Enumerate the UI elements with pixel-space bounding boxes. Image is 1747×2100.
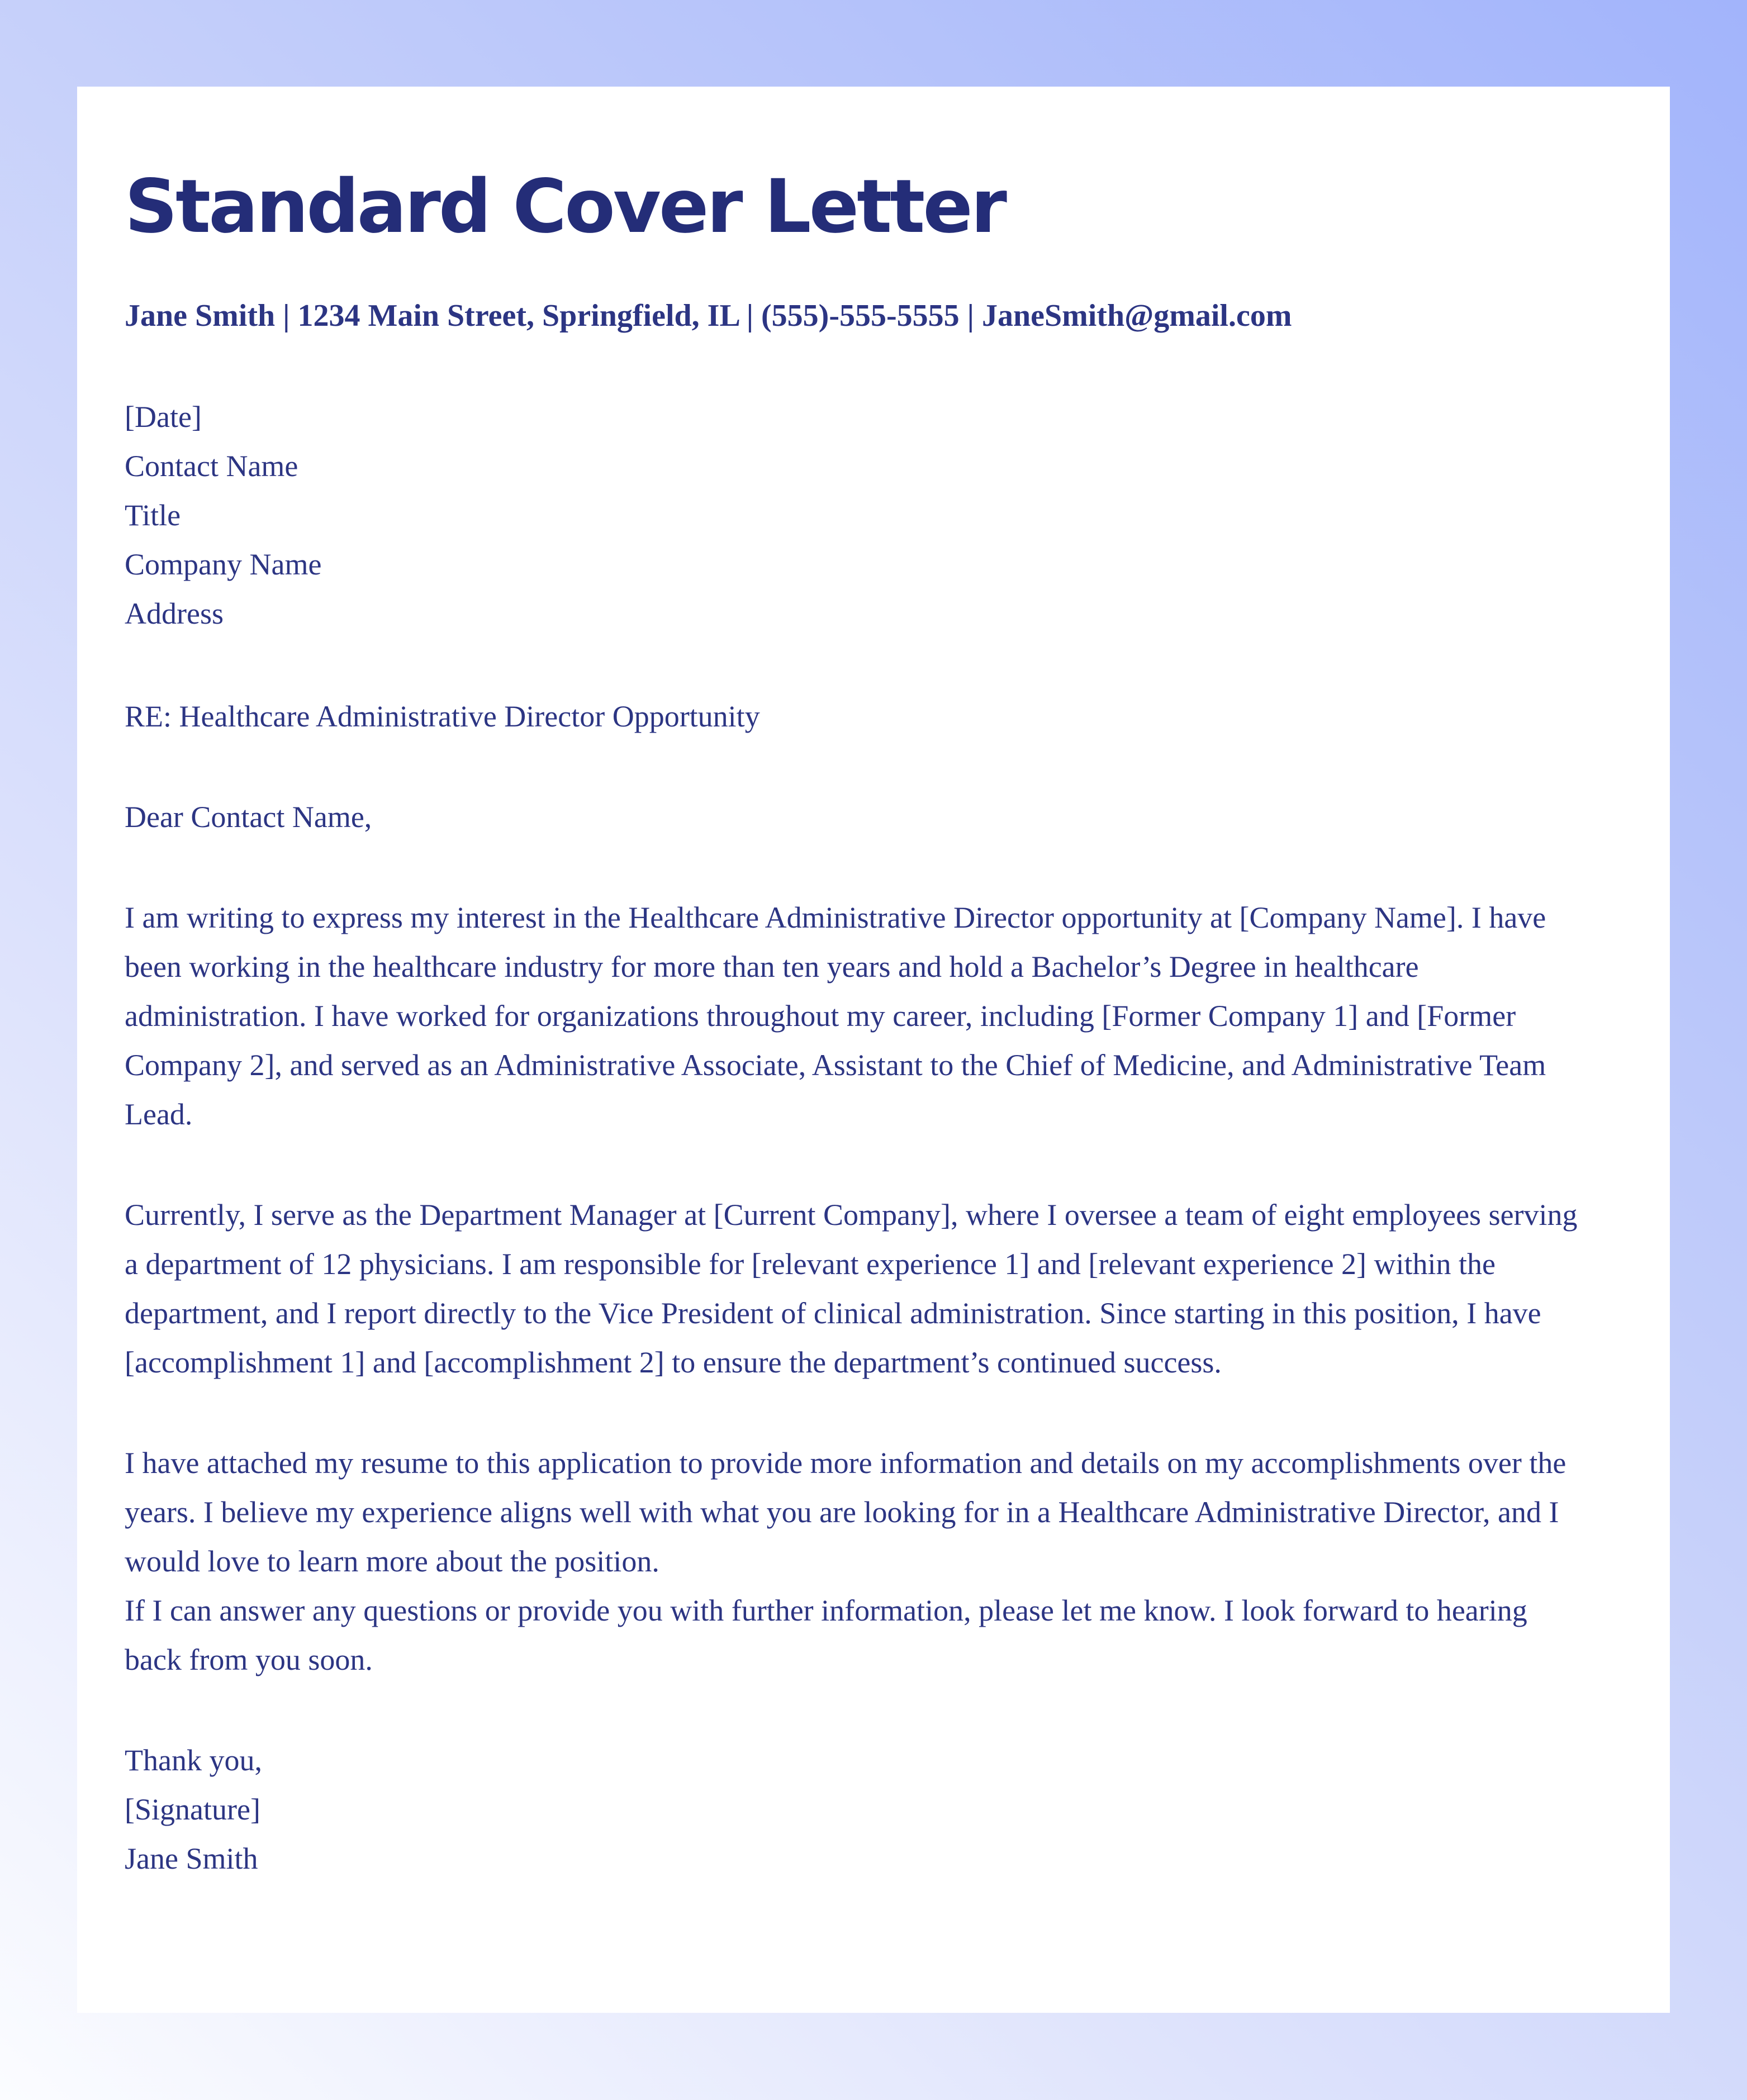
body-paragraph-3 bbox=[125, 1438, 1578, 1684]
recipient-line-address: Address bbox=[125, 597, 224, 630]
closing-line-name: Jane Smith bbox=[125, 1842, 258, 1875]
body-paragraph-3-part-2: If I can answer any questions or provide you with further information, please let me know. I look forward to hearing back from you soon. bbox=[125, 1594, 1527, 1676]
recipient-line-date: [Date] bbox=[125, 400, 202, 434]
subject-line: RE: Healthcare Administrative Director Opportunity bbox=[125, 700, 760, 733]
body-paragraph-2: Currently, I serve as the Department Manager at [Current Company], where I oversee a team of eight employees serving a department of 12 physicians. I am responsible for [relevant experience 1] and [relevant experience 2] within the department, and I report directly to the Vice President of clinical administration. Since starting in this position, I have [accomplishment 1] and [accomplishment 2] to ensure the department’s continued success. bbox=[125, 1198, 1578, 1379]
body-paragraph-1: I am writing to express my interest in the Healthcare Administrative Director opportunity at [Company Name]. I have been working in the healthcare industry for more than ten years and hold a Bachelor’s Degree in healthcare administration. I have worked for organizations throughout my career, including [Former Company 1] and [Former Company 2], and served as an Administrative Associate, Assistant to the Chief of Medicine, and Administrative Team Lead. bbox=[125, 901, 1546, 1131]
cover-letter-document bbox=[77, 87, 1670, 2013]
salutation: Dear Contact Name, bbox=[125, 800, 372, 834]
page-title: Standard Cover Letter bbox=[125, 164, 1005, 250]
recipient-block bbox=[125, 392, 1578, 638]
body-paragraph-3-part-1: I have attached my resume to this application to provide more information and details on my accomplishments over the years. I believe my experience aligns well with what you are looking for in a Healthcare Administrative Director, and I would love to learn more about the position. bbox=[125, 1446, 1566, 1578]
recipient-line-company: Company Name bbox=[125, 548, 322, 581]
contact-info-line: Jane Smith | 1234 Main Street, Springfield, IL | (555)-555-5555 | JaneSmith@gmail.com bbox=[125, 298, 1292, 333]
closing-line-thanks: Thank you, bbox=[125, 1743, 262, 1777]
closing-line-signature: [Signature] bbox=[125, 1793, 260, 1826]
recipient-line-contact: Contact Name bbox=[125, 449, 298, 483]
closing-block bbox=[125, 1736, 1578, 1883]
recipient-line-title: Title bbox=[125, 498, 181, 532]
